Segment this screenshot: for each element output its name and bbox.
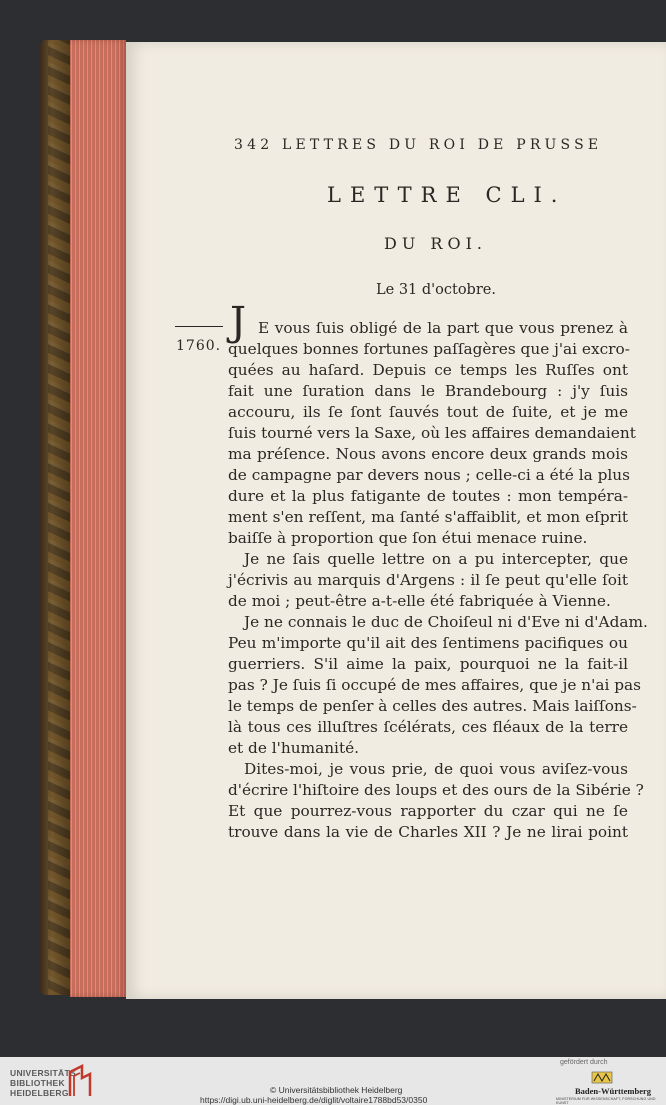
drop-cap: J	[230, 299, 247, 345]
margin-rule	[175, 326, 223, 327]
text-line: Et que pourrez-vous rapporter du czar qui ne ſe	[228, 802, 628, 820]
sponsor-label: gefördert durch	[560, 1059, 608, 1066]
text-line: Dites-moi, je vous prie, de quoi vous aviſez-vous	[244, 760, 628, 778]
margin-year: 1760.	[176, 338, 222, 354]
text-line: ment s'en reſſent, ma ſanté s'affaiblit, et mon eſprit	[228, 508, 628, 526]
red-page-edges	[70, 40, 126, 997]
text-line: E vous ſuis obligé de la part que vous prenez à	[258, 319, 628, 337]
library-logo-icon	[68, 1064, 92, 1098]
text-line: là tous ces illuſtres ſcélérats, ces fléaux de la terre	[228, 718, 628, 736]
text-line: Je ne connais le duc de Choiſeul ni d'Eve ni d'Adam.	[244, 613, 648, 631]
letter-date: Le 31 d'octobre.	[376, 282, 496, 298]
text-line: Je ne ſais quelle lettre on a pu intercepter, que	[244, 550, 628, 568]
text-line: ſuis tourné vers la Saxe, où les affaires demandaient	[228, 424, 636, 442]
text-line: de campagne par devers nous ; celle-ci a été la plus	[228, 466, 630, 484]
letter-subtitle: DU ROI.	[384, 234, 487, 253]
text-line: dure et la plus fatigante de toutes : mon tempéra-	[228, 487, 628, 505]
text-line: le temps de penſer à celles des autres. Mais laiſſons-	[228, 697, 637, 715]
marbled-board	[48, 40, 70, 995]
text-line: trouve dans la vie de Charles XII ? Je ne lirai point	[228, 823, 628, 841]
library-name: UNIVERSITÄTS- BIBLIOTHEK HEIDELBERG	[10, 1068, 80, 1098]
text-line: et de l'humanité.	[228, 739, 360, 757]
text-line: quelques bonnes fortunes paſſagères que j'ai excro-	[228, 340, 630, 358]
text-line: j'écrivis au marquis d'Argens : il ſe peut qu'elle ſoit	[228, 571, 628, 589]
text-line: quées au haſard. Depuis ce temps les Ruſſes ont	[228, 361, 628, 379]
text-line: ma préſence. Nous avons encore deux grands mois	[228, 445, 628, 463]
sponsor-name: Baden-Württemberg	[575, 1086, 652, 1096]
text-line: de moi ; peut-être a-t-elle été fabriquée à Vienne.	[228, 592, 611, 610]
sponsor-subtitle: MINISTERIUM FÜR WISSENSCHAFT, FORSCHUNG UND KUNST	[556, 1097, 656, 1105]
running-head: 342 LETTRES DU ROI DE PRUSSE	[234, 137, 603, 153]
text-line: guerriers. S'il aime la paix, pourquoi ne la fait-il	[228, 655, 628, 673]
copyright-notice: © Universitätsbibliothek Heidelberg	[270, 1085, 403, 1095]
text-line: fait une ſuration dans le Brandebourg : j'y ſuis	[228, 382, 628, 400]
text-line: Peu m'importe qu'il ait des ſentimens pacifiques ou	[228, 634, 628, 652]
text-line: d'écrire l'hiſtoire des loups et des ours de la Sibérie ?	[228, 781, 644, 799]
letter-title: LETTRE CLI.	[327, 183, 567, 207]
text-line: accouru, ils ſe ſont ſauvés tout de ſuite, et je me	[228, 403, 628, 421]
text-line: pas ? Je ſuis ſi occupé de mes affaires, que je n'ai pas	[228, 676, 642, 694]
library-logo-text	[10, 1068, 80, 1098]
text-line: baiſſe à proportion que ſon étui menace ruine.	[228, 529, 588, 547]
source-url[interactable]: https://digi.ub.uni-heidelberg.de/diglit/voltaire1788bd53/0350	[200, 1095, 428, 1105]
state-crest-icon	[590, 1069, 614, 1085]
